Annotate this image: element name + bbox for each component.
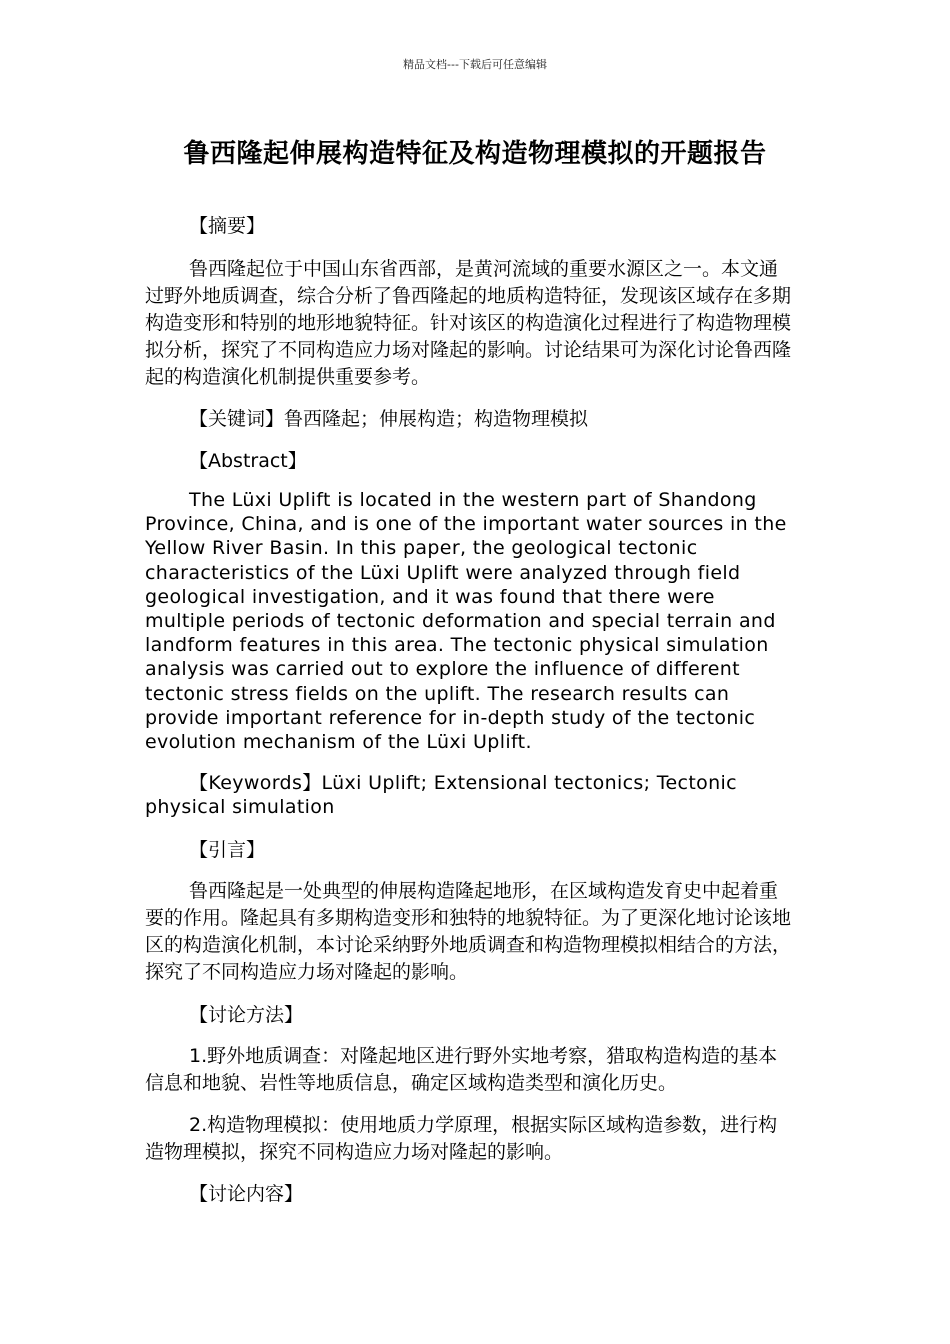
abstract-cn-paragraph: 鲁西隆起位于中国山东省西部，是黄河流域的重要水源区之一。本文通过野外地质调查，综合分析了鲁西隆起的地质构造特征，发现该区域存在多期构造变形和特别的地形地貌特征。针对该区的构造演化过程进行了构造物理模拟分析，探究了不同构造应力场对隆起的影响。讨论结果可为深化讨论鲁西隆起的构造演化机制提供重要参考。 [145,258,792,388]
header-note: 精品文档---下载后可任意编辑 [403,58,547,71]
content-heading: 【讨论内容】 [189,1183,304,1205]
method-1-paragraph: 1.野外地质调查：对隆起地区进行野外实地考察，猎取构造构造的基本信息和地貌、岩性等地质信息，确定区域构造类型和演化历史。 [145,1045,778,1094]
abstract-cn-heading: 【摘要】 [189,215,266,237]
keywords-en: 【Keywords】Lüxi Uplift; Extensional tectonics; Tectonic physical simulation [145,772,737,819]
methods-heading: 【讨论方法】 [189,1004,304,1026]
abstract-en-heading: 【Abstract】 [189,450,307,472]
method-2-paragraph: 2.构造物理模拟：使用地质力学原理，根据实际区域构造参数，进行构造物理模拟，探究不同构造应力场对隆起的影响。 [145,1114,778,1163]
document-title: 鲁西隆起伸展构造特征及构造物理模拟的开题报告 [183,139,767,169]
keywords-cn: 【关键词】鲁西隆起；伸展构造；构造物理模拟 [189,408,589,430]
intro-paragraph: 鲁西隆起是一处典型的伸展构造隆起地形，在区域构造发育史中起着重要的作用。隆起具有多期构造变形和独特的地貌特征。为了更深化地讨论该地区的构造演化机制，本讨论采纳野外地质调查和构造物理模拟相结合的方法，探究了不同构造应力场对隆起的影响。 [145,880,792,983]
abstract-en-paragraph: The Lüxi Uplift is located in the western part of Shandong Province, China, and is one of the important water sources in the Yellow River Basin. In this paper, the geological tectonic characteristics of the Lüxi Uplift were analyzed through field geological investigation, and it was found that there were multiple periods of tectonic deformation and special terrain and landform features in this area. The tectonic physical simulation analysis was carried out to explore the influence of different tectonic stress fields on the uplift. The research results can provide important reference for in-depth study of the tectonic evolution mechanism of the Lüxi Uplift. [145,489,787,754]
intro-heading: 【引言】 [189,839,266,861]
